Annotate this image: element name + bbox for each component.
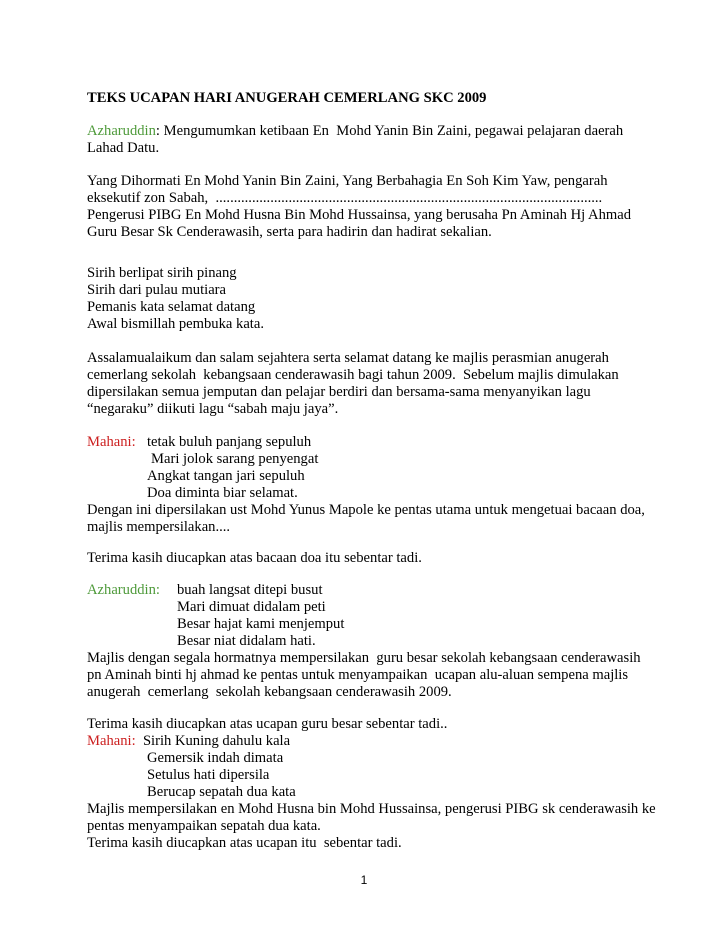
speaker-name: Mahani: (87, 733, 136, 749)
paragraph-line: anugerah cemerlang sekolah kebangsaan cenderawasih 2009. (87, 684, 452, 700)
paragraph-line (87, 733, 290, 750)
paragraph-line: Terima kasih diucapkan atas ucapan guru besar sebentar tadi.. (87, 716, 448, 732)
speaker-name: Mahani: (87, 434, 136, 450)
pantun-line: Setulus hati dipersila (147, 767, 270, 783)
paragraph-line: Majlis mempersilakan en Mohd Husna bin Mohd Hussainsa, pengerusi PIBG sk cenderawasih ke (87, 801, 656, 817)
pantun-line: tetak buluh panjang sepuluh (147, 434, 312, 450)
pantun-line: Awal bismillah pembuka kata. (87, 316, 264, 332)
pantun-line: Angkat tangan jari sepuluh (147, 468, 305, 484)
paragraph-line: Majlis dengan segala hormatnya mempersilakan guru besar sekolah kebangsaan cenderawasih (87, 650, 641, 666)
pantun-line: Sirih Kuning dahulu kala (135, 733, 291, 749)
pantun-line: Mari jolok sarang penyengat (151, 451, 319, 467)
page-number: 1 (360, 873, 368, 887)
pantun-line: Mari dimuat didalam peti (177, 599, 326, 615)
paragraph-line: cemerlang sekolah kebangsaan cenderawasih bagi tahun 2009. Sebelum majlis dimulakan (87, 367, 619, 383)
paragraph-line: Yang Dihormati En Mohd Yanin Bin Zaini, Yang Berbahagia En Soh Kim Yaw, pengarah (87, 173, 608, 189)
paragraph-line: Lahad Datu. (87, 140, 160, 156)
paragraph-line: majlis mempersilakan.... (87, 519, 231, 535)
paragraph-line: pentas menyampaikan sepatah dua kata. (87, 818, 321, 834)
paragraph-line: Terima kasih diucapkan atas bacaan doa itu sebentar tadi. (87, 550, 422, 566)
pantun-line: Sirih berlipat sirih pinang (87, 265, 237, 281)
paragraph-line (87, 123, 623, 140)
pantun-line: Pemanis kata selamat datang (87, 299, 256, 315)
paragraph-line: Pengerusi PIBG En Mohd Husna Bin Mohd Hussainsa, yang berusaha Pn Aminah Hj Ahmad (87, 207, 631, 223)
paragraph-line: Dengan ini dipersilakan ust Mohd Yunus Mapole ke pentas utama untuk mengetuai bacaan doa, (87, 502, 645, 518)
speaker-name: Azharuddin: (87, 582, 160, 598)
paragraph-line: “negaraku” diikuti lagu “sabah maju jaya”. (87, 401, 339, 417)
paragraph-line: Assalamualaikum dan salam sejahtera serta selamat datang ke majlis perasmian anugerah (87, 350, 609, 366)
pantun-line: buah langsat ditepi busut (177, 582, 323, 598)
paragraph-text: : Mengumumkan ketibaan En Mohd Yanin Bin Zaini, pegawai pelajaran daerah (155, 123, 624, 139)
pantun-line: Besar hajat kami menjemput (177, 616, 345, 632)
pantun-line: Besar niat didalam hati. (177, 633, 316, 649)
pantun-line: Doa diminta biar selamat. (147, 485, 298, 501)
paragraph-line: dipersilakan semua jemputan dan pelajar berdiri dan bersama-sama menyanyikan lagu (87, 384, 591, 400)
pantun-line: Berucap sepatah dua kata (147, 784, 296, 800)
document-title: TEKS UCAPAN HARI ANUGERAH CEMERLANG SKC 2009 (87, 90, 487, 106)
paragraph-line: eksekutif zon Sabah, .......................................................................................................... (87, 190, 603, 206)
pantun-line: Gemersik indah dimata (147, 750, 284, 766)
pantun-line: Sirih dari pulau mutiara (87, 282, 227, 298)
paragraph-line: pn Aminah binti hj ahmad ke pentas untuk menyampaikan ucapan alu-aluan sempena majlis (87, 667, 629, 683)
speaker-name: Azharuddin (87, 123, 156, 139)
paragraph-line: Terima kasih diucapkan atas ucapan itu sebentar tadi. (87, 835, 402, 851)
paragraph-line: Guru Besar Sk Cenderawasih, serta para hadirin dan hadirat sekalian. (87, 224, 492, 240)
